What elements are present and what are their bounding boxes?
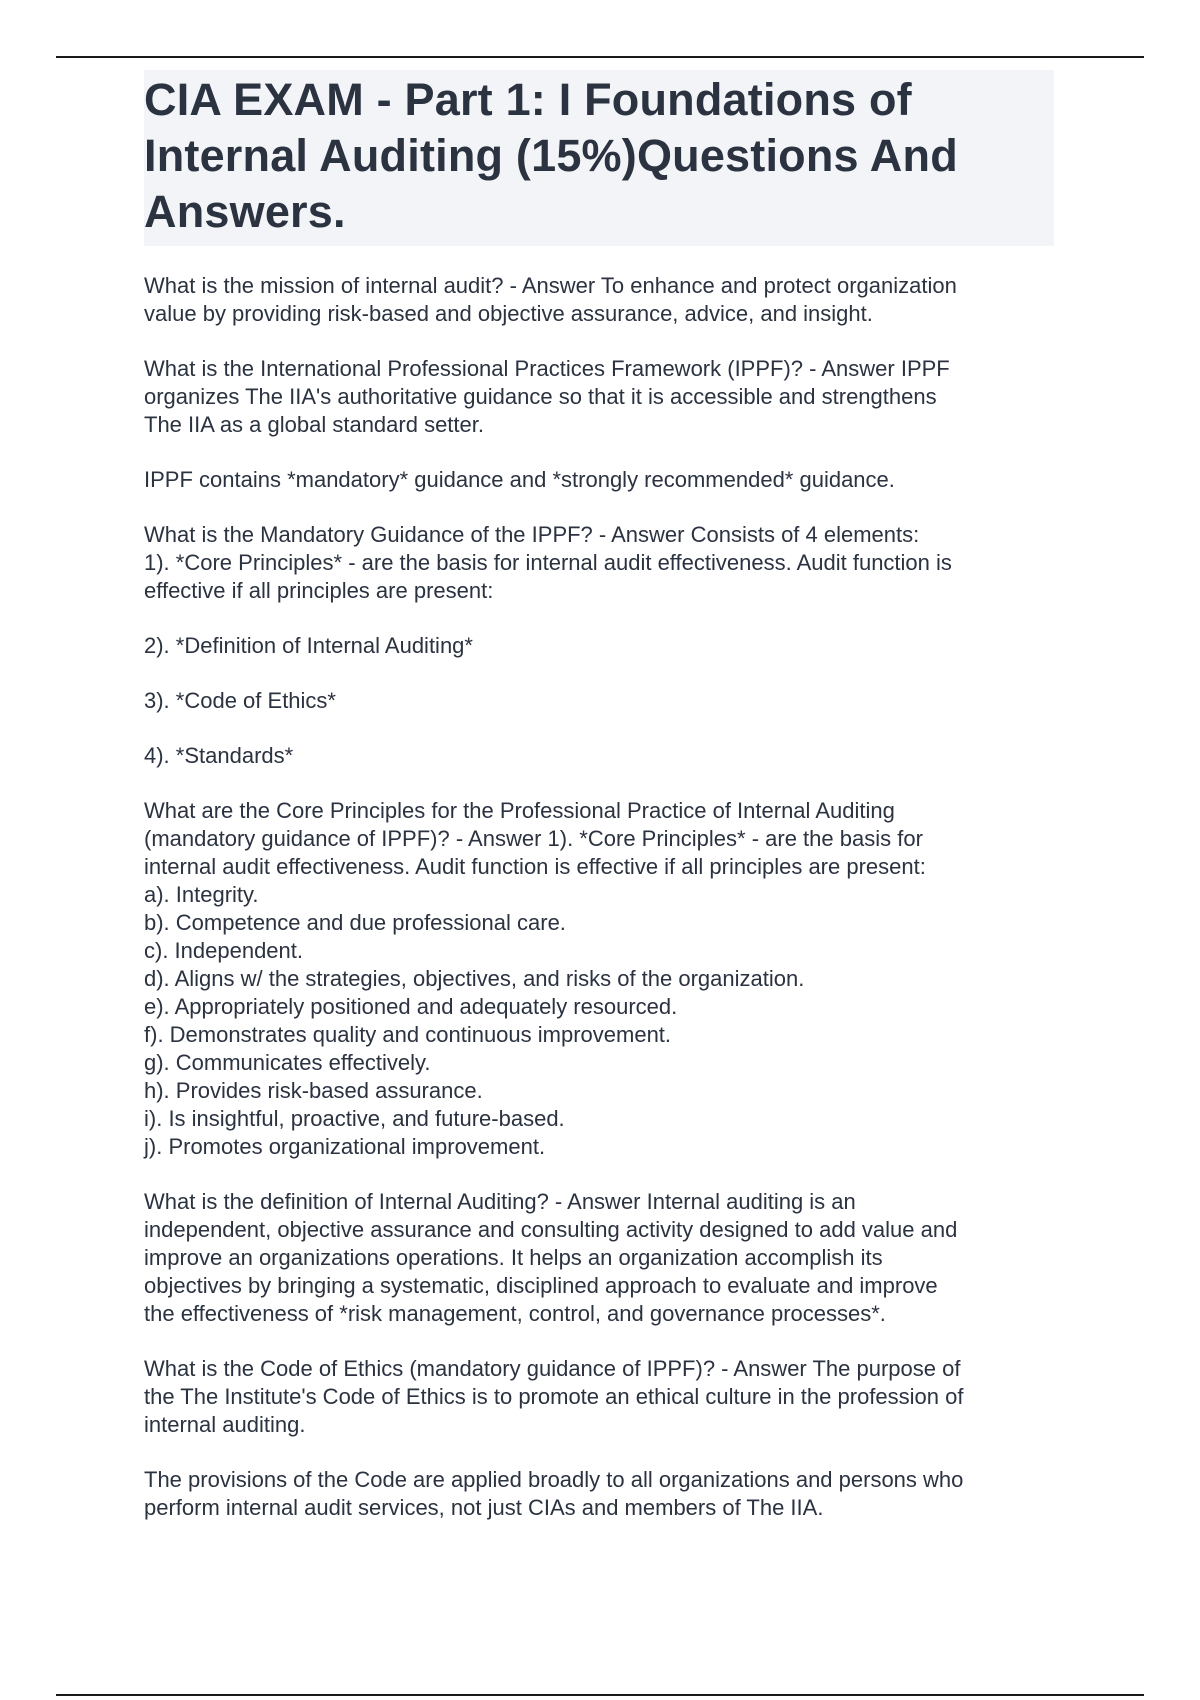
paragraph-line: 4). *Standards* <box>144 743 294 768</box>
qa-paragraph <box>144 1188 1054 1328</box>
paragraph-line: 1). *Core Principles* - are the basis for internal audit effectiveness. Audit function is <box>144 550 952 575</box>
title-block <box>144 70 1054 246</box>
paragraph-line: What is the International Professional Practices Framework (IPPF)? - Answer IPPF <box>144 356 950 381</box>
title-line: CIA EXAM - Part 1: I Foundations of <box>144 74 912 125</box>
qa-paragraph <box>144 1466 1054 1522</box>
top-rule <box>56 56 1144 58</box>
paragraph-line: 3). *Code of Ethics* <box>144 688 336 713</box>
paragraph-line: What is the mission of internal audit? - Answer To enhance and protect organization <box>144 273 957 298</box>
qa-paragraph <box>144 1355 1054 1439</box>
paragraph-line: The IIA as a global standard setter. <box>144 412 484 437</box>
paragraph-line: What is the Mandatory Guidance of the IPPF? - Answer Consists of 4 elements: <box>144 522 920 547</box>
paragraph-line: value by providing risk-based and objective assurance, advice, and insight. <box>144 301 873 326</box>
qa-paragraph <box>144 687 1054 715</box>
title-line: Internal Auditing (15%)Questions And <box>144 130 958 181</box>
paragraph-line: e). Appropriately positioned and adequately resourced. <box>144 994 678 1019</box>
paragraph-line: c). Independent. <box>144 938 304 963</box>
qa-paragraph <box>144 466 1054 494</box>
paragraph-line: 2). *Definition of Internal Auditing* <box>144 633 473 658</box>
qa-list <box>144 272 1054 1522</box>
paragraph-line: b). Competence and due professional care. <box>144 910 566 935</box>
paragraph-line: the The Institute's Code of Ethics is to promote an ethical culture in the profession of <box>144 1384 964 1409</box>
paragraph-line: (mandatory guidance of IPPF)? - Answer 1). *Core Principles* - are the basis for <box>144 826 923 851</box>
paragraph-line: a). Integrity. <box>144 882 259 907</box>
qa-paragraph <box>144 797 1054 1161</box>
paragraph-line: i). Is insightful, proactive, and future-based. <box>144 1106 565 1131</box>
paragraph-line: g). Communicates effectively. <box>144 1050 431 1075</box>
paragraph-line: effective if all principles are present: <box>144 578 494 603</box>
bottom-rule <box>56 1694 1144 1696</box>
qa-paragraph <box>144 632 1054 660</box>
qa-paragraph <box>144 355 1054 439</box>
paragraph-line: j). Promotes organizational improvement. <box>144 1134 546 1159</box>
paragraph-line: perform internal audit services, not just CIAs and members of The IIA. <box>144 1495 824 1520</box>
paragraph-line: The provisions of the Code are applied broadly to all organizations and persons who <box>144 1467 964 1492</box>
qa-paragraph <box>144 521 1054 605</box>
paragraph-line: d). Aligns w/ the strategies, objectives, and risks of the organization. <box>144 966 805 991</box>
title-line: Answers. <box>144 186 346 237</box>
paragraph-line: f). Demonstrates quality and continuous improvement. <box>144 1022 672 1047</box>
paragraph-line: objectives by bringing a systematic, disciplined approach to evaluate and improve <box>144 1273 938 1298</box>
paragraph-line: organizes The IIA's authoritative guidance so that it is accessible and strengthens <box>144 384 937 409</box>
document-body <box>144 70 1054 1549</box>
paragraph-line: improve an organizations operations. It helps an organization accomplish its <box>144 1245 883 1270</box>
paragraph-line: h). Provides risk-based assurance. <box>144 1078 483 1103</box>
paragraph-line: What is the Code of Ethics (mandatory guidance of IPPF)? - Answer The purpose of <box>144 1356 961 1381</box>
paragraph-line: internal audit effectiveness. Audit function is effective if all principles are present: <box>144 854 926 879</box>
qa-paragraph <box>144 272 1054 328</box>
paragraph-line: IPPF contains *mandatory* guidance and *strongly recommended* guidance. <box>144 467 895 492</box>
paragraph-line: What is the definition of Internal Auditing? - Answer Internal auditing is an <box>144 1189 856 1214</box>
paragraph-line: the effectiveness of *risk management, control, and governance processes*. <box>144 1301 886 1326</box>
paragraph-line: independent, objective assurance and consulting activity designed to add value and <box>144 1217 958 1242</box>
document-title <box>144 72 1048 240</box>
paragraph-line: internal auditing. <box>144 1412 306 1437</box>
paragraph-line: What are the Core Principles for the Professional Practice of Internal Auditing <box>144 798 895 823</box>
qa-paragraph <box>144 742 1054 770</box>
